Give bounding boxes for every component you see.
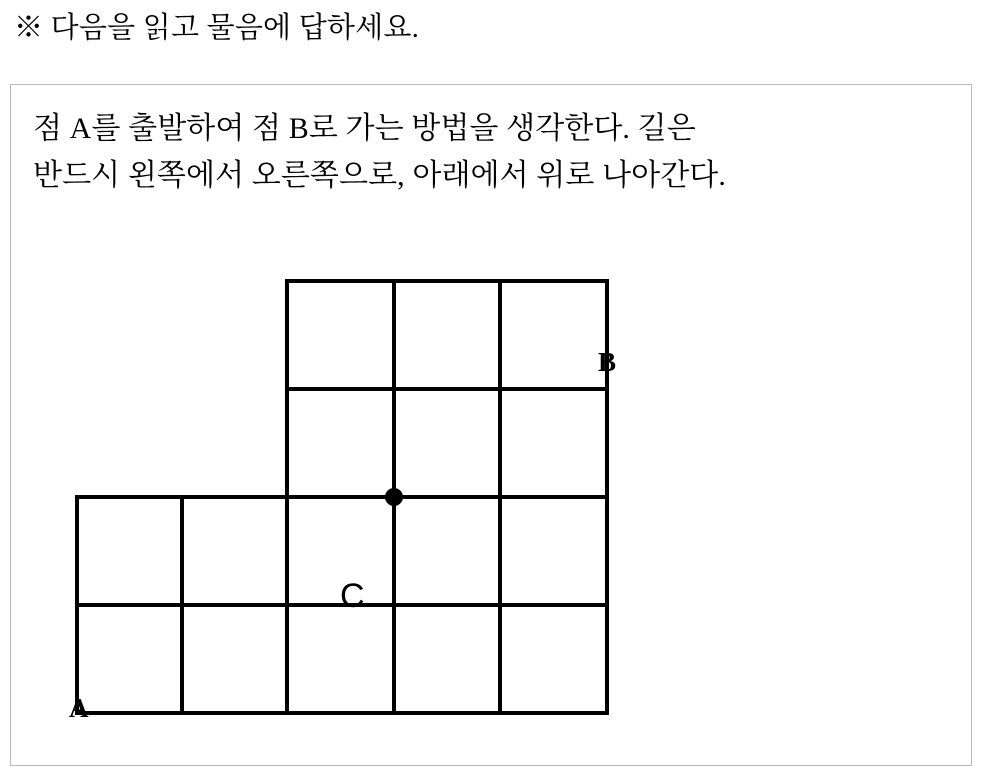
grid-diagram bbox=[57, 271, 657, 741]
problem-box bbox=[10, 84, 972, 766]
instruction-line: ※ 다음을 읽고 물음에 답하세요. bbox=[14, 12, 420, 44]
label-point-b: B bbox=[598, 347, 617, 377]
lattice-grid-figure bbox=[57, 271, 657, 741]
problem-statement bbox=[33, 105, 953, 199]
problem-statement-line-1: 점 A를 출발하여 점 B로 가는 방법을 생각한다. 길은 bbox=[33, 112, 696, 145]
label-point-c: C bbox=[340, 577, 365, 615]
point-c-dot bbox=[385, 488, 403, 506]
label-point-a: A bbox=[69, 693, 89, 723]
problem-statement-line-2: 반드시 왼쪽에서 오른쪽으로, 아래에서 위로 나아간다. bbox=[33, 159, 726, 192]
